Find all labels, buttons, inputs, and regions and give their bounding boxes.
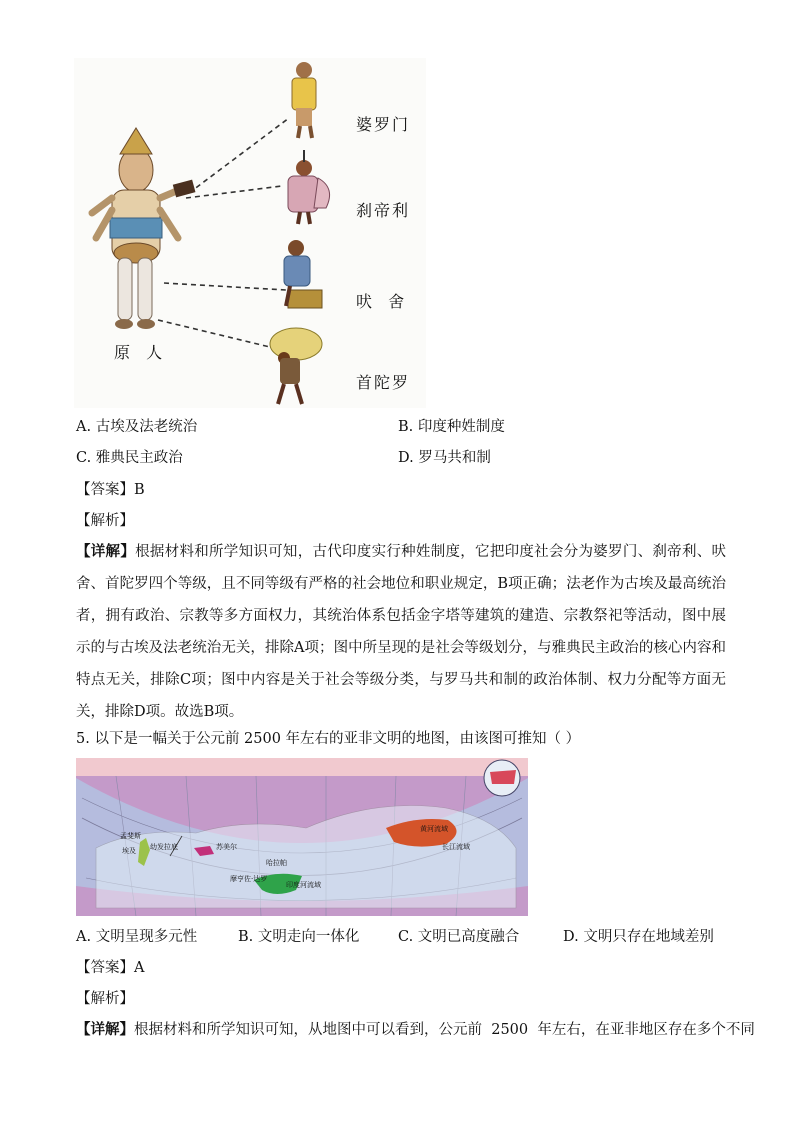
- map-label-indus-valley: 印度河流域: [286, 881, 321, 889]
- map-label-sumer: 苏美尔: [216, 843, 237, 851]
- q5-option-c: C. 文明已高度融合: [398, 929, 520, 945]
- label-origin: 原 人: [114, 343, 165, 362]
- q5-option-d: D. 文明只存在地域差别: [563, 929, 714, 945]
- vaishya-figure: [284, 240, 322, 308]
- q4-answer: 【答案】B: [76, 482, 145, 498]
- label-brahmin: 婆罗门: [356, 115, 411, 134]
- label-vaishya: 吠 舍: [356, 292, 407, 311]
- q4-option-b: B. 印度种姓制度: [398, 419, 505, 435]
- map-label-euphrates: 幼发拉底: [150, 843, 178, 851]
- map-label-mohenjo-daro: 摩亨佐·达罗: [230, 875, 268, 883]
- q5-answer: 【答案】A: [76, 960, 145, 976]
- q5-detail: [76, 1020, 755, 1040]
- map-label-yellow-river: 黄河流域: [420, 825, 448, 833]
- label-kshatriya: 刹帝利: [356, 201, 411, 220]
- q4-detail-tag: 【详解】: [76, 543, 136, 560]
- q4-analysis-heading: 【解析】: [76, 513, 134, 529]
- map-label-memphis: 孟斐斯: [120, 832, 141, 840]
- connector-vaishya: [164, 283, 286, 290]
- map-label-egypt: 埃及: [122, 847, 136, 855]
- q5-analysis-heading: 【解析】: [76, 991, 134, 1007]
- brahmin-figure: [292, 62, 316, 138]
- q5-option-b: B. 文明走向一体化: [238, 929, 360, 945]
- kshatriya-figure: [288, 150, 330, 224]
- q5-option-a: A. 文明呈现多元性: [76, 929, 198, 945]
- q4-detail: [76, 536, 726, 728]
- map-label-harappa: 哈拉帕: [266, 859, 287, 867]
- q4-option-a: A. 古埃及法老统治: [76, 419, 198, 435]
- map-label-yangtze: 长江流域: [442, 843, 470, 851]
- purusha-figure: [92, 128, 195, 329]
- q5-stem: 5. 以下是一幅关于公元前 2500 年左右的亚非文明的地图，由该图可推知（ ）: [76, 731, 581, 747]
- connector-brahmin: [189, 118, 289, 193]
- map-illustration: [76, 758, 528, 916]
- label-shudra: 首陀罗: [356, 373, 411, 392]
- q5-detail-tag: 【详解】: [76, 1021, 134, 1038]
- q4-option-c: C. 雅典民主政治: [76, 450, 183, 466]
- q5-detail-text: 根据材料和所学知识可知，从地图中可以看到，公元前 2500 年左右，在亚非地区存在多个不同: [134, 1022, 755, 1038]
- caste-diagram: [74, 58, 426, 408]
- shudra-figure: [270, 328, 322, 404]
- connector-kshatriya: [186, 186, 282, 198]
- connector-shudra: [158, 320, 274, 348]
- q4-option-d: D. 罗马共和制: [398, 450, 491, 466]
- asia-africa-map: [76, 758, 528, 916]
- q4-detail-text: 根据材料和所学知识可知，古代印度实行种姓制度，它把印度社会分为婆罗门、刹帝利、吠舍、首陀罗四个等级，且不同等级有严格的社会地位和职业规定，B项正确；法老作为古埃及最高统治者，拥有政治、宗教等多方面权力，其统治体系包括金字塔等建筑的建造、宗教祭祀等活动，图中展示的与古埃及法老统治无关，排除A项；图中所呈现的是社会等级划分，与雅典民主政治的核心内容和特点无关，排除C项；图中内容是关于社会等级分类，与罗马共和制的政治体制、权力分配等方面无关，排除D项。故选B项。: [76, 544, 727, 720]
